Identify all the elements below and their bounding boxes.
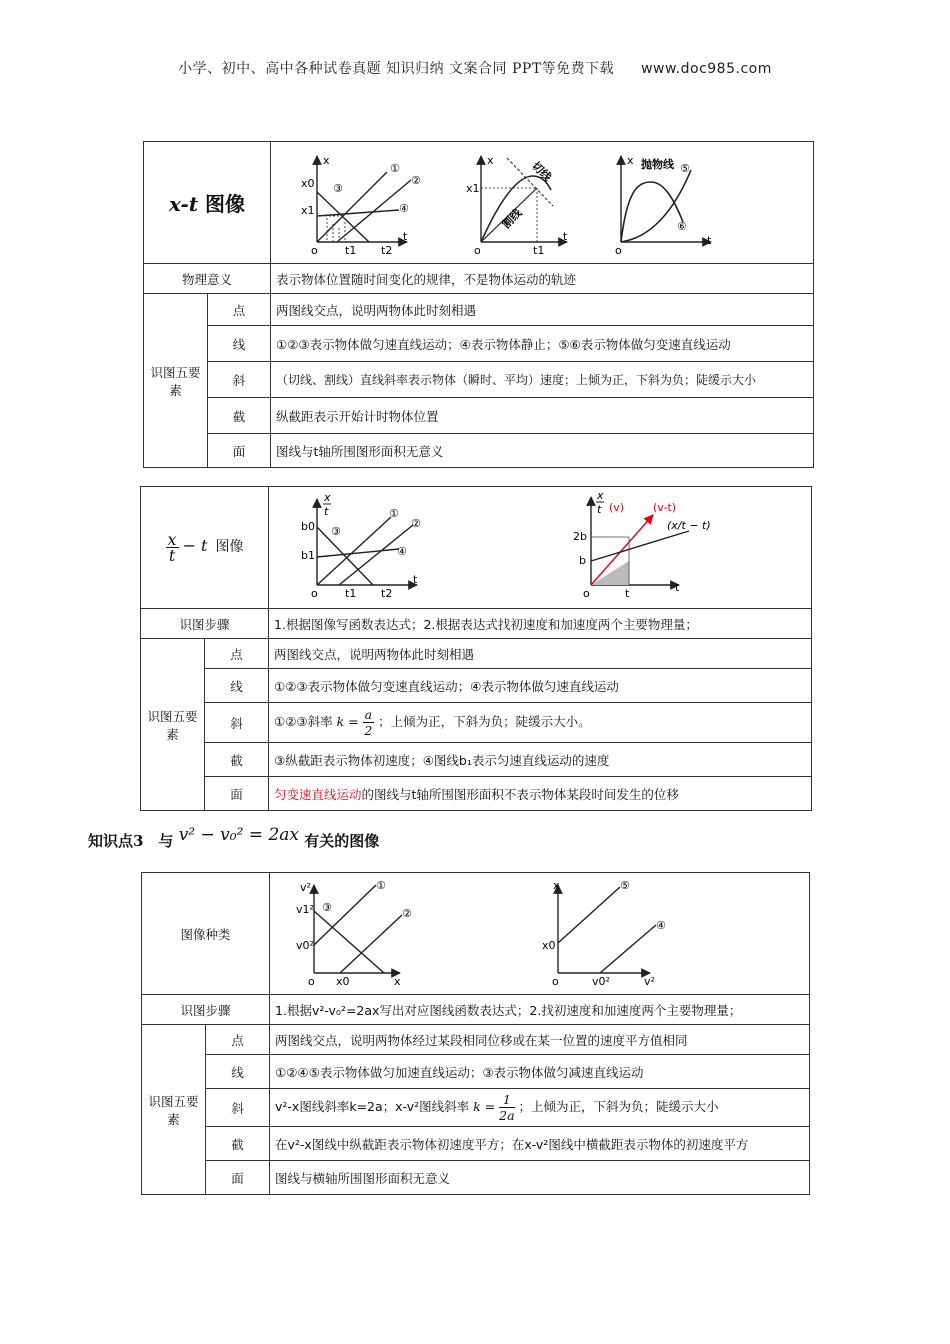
v2x-row-xie — [270, 1089, 810, 1127]
xtt-row-mian-key: 面 — [205, 777, 269, 811]
g2-x1: x1 — [466, 182, 480, 195]
g1-t2: t2 — [381, 244, 393, 257]
g3-t: t — [707, 234, 712, 247]
v2x-steps-label: 识图步骤 — [142, 995, 270, 1025]
xtt-row-xie-den: 2 — [364, 723, 373, 738]
g2-t: t — [563, 230, 568, 243]
xtt-row-xie-frac — [363, 707, 374, 738]
xt-row-dian-key: 点 — [208, 294, 271, 326]
line-4 — [317, 210, 399, 216]
g1-c1: ① — [390, 162, 400, 175]
xt-row-xie: （切线、割线）直线斜率表示物体（瞬时、平均）速度；上倾为正，下斜为负；陡缓示大小 — [271, 362, 814, 398]
v2x-g1-v02: v0² — [296, 939, 314, 952]
xtt-g2-x: x — [597, 489, 604, 502]
xtt-row-xie-key: 斜 — [205, 703, 269, 743]
kp3-suffix: 有关的图像 — [304, 832, 380, 850]
v2x-g2-x: x — [553, 879, 560, 892]
xtt-graphs — [269, 487, 812, 609]
xtt-row-mian — [269, 777, 812, 811]
xtt-steps-label: 识图步骤 — [141, 609, 269, 639]
xtt-line — [591, 531, 689, 561]
header-site: www.doc985.com — [641, 61, 772, 77]
xtt-g1-x: x — [324, 491, 331, 504]
xtt-row-xian-key: 线 — [205, 669, 269, 703]
v2x-g2-x0: x0 — [542, 939, 556, 952]
xtt-row-xie-pre: ①②③斜率 — [274, 714, 333, 729]
xtt-g2-b: b — [579, 554, 586, 567]
v2x-row-xian: ①②④⑤表示物体做匀加速直线运动；③表示物体做匀减速直线运动 — [270, 1055, 810, 1089]
xtt-g1-b1: b1 — [301, 549, 315, 562]
v2x-row-dian-key: 点 — [206, 1025, 270, 1055]
v2x-g1-v12: v1² — [296, 903, 314, 916]
xtt-row-jie: ③纵截距表示物体初速度；④图线b₁表示匀速直线运动的速度 — [269, 743, 812, 777]
v2x-row-mian-key: 面 — [206, 1161, 270, 1195]
xt-five-label: 识图五要素 — [144, 294, 208, 468]
v2x-row-xie-post: ；上倾为正，下斜为负；陡缓示大小 — [518, 1099, 719, 1114]
xtt-title-den: t — [168, 546, 176, 565]
v2x-table — [141, 872, 810, 1195]
v2x-graphs-svg — [270, 873, 810, 991]
xtt-row-xie-k: k = — [336, 714, 359, 729]
v2x-line-2 — [340, 915, 402, 973]
xtt-g1-c4: ④ — [397, 545, 407, 558]
v2x-g2-v2: v² — [644, 975, 655, 988]
g1-x0: x0 — [301, 177, 315, 190]
xtt-g2-v: (v) — [609, 501, 625, 514]
g3-c6: ⑥ — [677, 220, 687, 233]
v2x-g1-c3: ③ — [322, 901, 332, 914]
xtt-title — [141, 487, 269, 609]
g3-c5: ⑤ — [680, 162, 690, 175]
xtt-title-suffix: 图像 — [215, 539, 244, 555]
xt-graph-1 — [301, 154, 421, 257]
g2-t1: t1 — [533, 244, 545, 257]
page-header — [0, 58, 950, 78]
v2x-row-jie: 在v²-x图线中纵截距表示物体初速度平方；在x-v²图线中横截距表示物体的初速度平方 — [270, 1127, 810, 1161]
v2x-five-label: 识图五要素 — [142, 1025, 206, 1195]
parabola-6 — [621, 182, 683, 242]
xtt-graph-1 — [301, 491, 421, 600]
v2x-g2-v02: v0² — [592, 975, 610, 988]
v2x-steps: 1.根据v²-v₀²=2ax写出对应图线函数表达式；2.找初速度和加速度两个主要物理量； — [270, 995, 810, 1025]
v2x-row-xie-den: 2a — [499, 1108, 515, 1123]
xt-title-suffix: 图像 — [198, 192, 246, 216]
xtt-row-xian: ①②③表示物体做匀变速直线运动；④表示物体做匀速直线运动 — [269, 669, 812, 703]
xtt-five-label: 识图五要素 — [141, 639, 205, 811]
xt-row-xie-key: 斜 — [208, 362, 271, 398]
xtt-row-dian: 两图线交点，说明两物体此时刻相遇 — [269, 639, 812, 669]
xtt-row-dian-key: 点 — [205, 639, 269, 669]
xtt-title-rest: − t — [182, 536, 208, 555]
xt-row-mian-key: 面 — [208, 434, 271, 468]
v2x-g2-c4: ④ — [656, 919, 666, 932]
v2x-g1-x0: x0 — [336, 975, 350, 988]
v2x-line-1 — [314, 885, 376, 945]
xtt-g1-b0: b0 — [301, 520, 315, 533]
xtt-row-mian-rest: 的图线与t轴所围图形面积不表示物体某段时间发生的位移 — [361, 786, 679, 802]
xtt-row-xie — [269, 703, 812, 743]
xt-graphs — [271, 142, 814, 264]
xtt-g1-c2: ② — [411, 517, 421, 530]
v2x-g1-o: o — [308, 975, 315, 988]
xtt-table — [140, 486, 812, 811]
xtt-g1-o: o — [311, 587, 318, 600]
v2x-g1-c1: ① — [376, 879, 386, 892]
xtt-g2-t-axis: t — [675, 581, 680, 594]
xtt-g2-tden: t — [597, 503, 602, 516]
v2x-graphs — [270, 873, 810, 995]
v2x-row-jie-key: 截 — [206, 1127, 270, 1161]
g1-x: x — [323, 154, 330, 167]
xtt-graph-2 — [573, 489, 711, 600]
v2x-line-5 — [558, 887, 620, 943]
g1-o: o — [311, 244, 318, 257]
xtt-row-xie-post: ；上倾为正，下斜为负；陡缓示大小。 — [378, 714, 591, 729]
header-text: 小学、初中、高中各种试卷真题 知识归纳 文案合同 PPT等免费下载 — [178, 61, 615, 77]
xtt-g2-vt: (v-t) — [653, 501, 677, 514]
v2x-row-xie-frac — [499, 1092, 514, 1123]
xtt-g2-xt: (x/t − t) — [667, 519, 711, 532]
v2x-row-xie-key: 斜 — [206, 1089, 270, 1127]
v2x-line-4 — [600, 925, 656, 973]
xt-table — [143, 141, 814, 468]
g3-x: x — [627, 154, 634, 167]
v2x-g1-v2: v² — [300, 881, 311, 894]
xtt-g1-t: t — [413, 573, 418, 586]
v2x-graph-1 — [296, 879, 412, 988]
xt-row-dian: 两图线交点，说明两物体此时刻相遇 — [271, 294, 814, 326]
g1-c2: ② — [411, 174, 421, 187]
g1-t: t — [403, 230, 408, 243]
kp3-prefix: 知识点3 与 — [88, 832, 174, 850]
xt-row-mian: 图线与t轴所围图形面积无意义 — [271, 434, 814, 468]
v2x-row-xie-pre: v²-x图线斜率k=2a；x-v²图线斜率 — [275, 1099, 470, 1114]
xtt-title-frac — [166, 532, 179, 563]
xtt-g2-o: o — [583, 587, 590, 600]
xtt-g1-c3: ③ — [331, 525, 341, 538]
g1-x1: x1 — [301, 204, 315, 217]
v2x-g1-x: x — [394, 975, 401, 988]
xt-row-xian: ①②③表示物体做匀速直线运动；④表示物体静止；⑤⑥表示物体做匀变速直线运动 — [271, 326, 814, 362]
xt-meaning: 表示物体位置随时间变化的规律，不是物体运动的轨迹 — [271, 264, 814, 294]
xtt-g2-t: t — [625, 587, 630, 600]
xt-meaning-label: 物理意义 — [144, 264, 271, 294]
xtt-row-mian-red: 匀变速直线运动 — [274, 786, 362, 802]
xt-row-jie: 纵截距表示开始计时物体位置 — [271, 398, 814, 434]
g1-c3: ③ — [333, 182, 343, 195]
v2x-g2-c5: ⑤ — [620, 879, 630, 892]
xtt-row-jie-key: 截 — [205, 743, 269, 777]
v2x-g2-o: o — [552, 975, 559, 988]
g2-secant-label: 割线 — [499, 206, 525, 232]
xtt-g1-t2: t2 — [381, 587, 393, 600]
xtt-steps: 1.根据图像写函数表达式；2.根据表达式找初速度和加速度两个主要物理量； — [269, 609, 812, 639]
v2x-row-xian-key: 线 — [206, 1055, 270, 1089]
xt-graphs-svg — [271, 142, 814, 260]
knowledge-point-3-heading — [88, 825, 380, 851]
g1-c4: ④ — [399, 202, 409, 215]
xtt-g2-2b: 2b — [573, 530, 587, 543]
g2-x: x — [487, 154, 494, 167]
v2x-row-xie-num: 1 — [499, 1092, 514, 1108]
xtt-line-4 — [317, 549, 399, 557]
g3-o: o — [615, 244, 622, 257]
kp3-equation: v² − v₀² = 2ax — [178, 825, 299, 845]
xt-row-xian-key: 线 — [208, 326, 271, 362]
g2-o: o — [474, 244, 481, 257]
v2x-row-dian: 两图线交点，说明两物体经过某段相同位移或在某一位置的速度平方值相同 — [270, 1025, 810, 1055]
v2x-row-xie-k: k = — [473, 1099, 496, 1114]
xtt-g1-t1: t1 — [345, 587, 357, 600]
xtt-title-num: x — [167, 530, 177, 549]
xt-graph-3 — [615, 154, 712, 257]
v2x-graph-2 — [542, 879, 666, 988]
v2x-kind-label: 图像种类 — [142, 873, 270, 995]
g3-parabola: 抛物线 — [641, 158, 674, 171]
v2x-row-mian: 图线与横轴所围图形面积无意义 — [270, 1161, 810, 1195]
v2x-g1-c2: ② — [402, 907, 412, 920]
xt-row-jie-key: 截 — [208, 398, 271, 434]
xtt-graphs-svg — [269, 487, 812, 605]
xtt-g1-tden: t — [324, 505, 329, 518]
xtt-row-xie-num: a — [364, 707, 373, 722]
g2-tangent-label: 切线 — [529, 159, 554, 185]
xtt-g1-c1: ① — [389, 507, 399, 520]
xt-graph-2 — [466, 154, 568, 257]
g1-t1: t1 — [345, 244, 357, 257]
xt-title-italic: x-t — [168, 192, 199, 216]
xt-title — [144, 142, 271, 264]
